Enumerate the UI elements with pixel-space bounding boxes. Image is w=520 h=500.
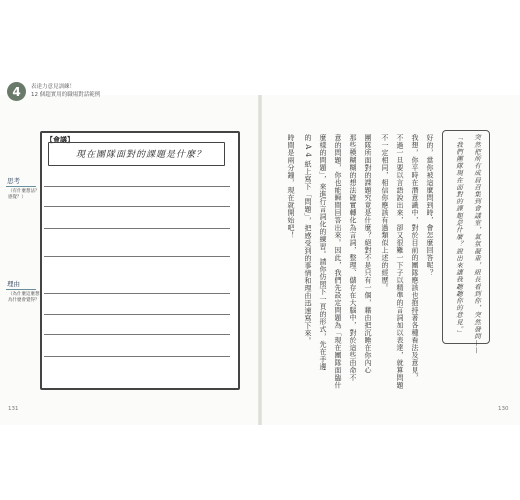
ruled-line	[44, 256, 230, 257]
worksheet-title: 【會議】	[46, 136, 74, 144]
chapter-title-line1: 表達力意見訓練！	[31, 84, 76, 90]
ruled-line	[44, 293, 230, 294]
page-number-right: 130	[498, 406, 509, 412]
body-column: 時間是兩分鐘，現在就開始吧！	[287, 134, 295, 239]
chapter-title-line2: 12 個超實用的職場對話範例	[31, 92, 101, 98]
body-column: 不過一旦要以言語說出來，卻又很難一下子以精準的言詞加以表達，就算問題	[396, 134, 404, 389]
quote-line2: 「我們團隊現在面對的課題是什麼？說出來讓我聽聽你的意見。」	[455, 134, 463, 337]
body-column: 好的，當你被這麼問到時，會怎麼回答呢？	[426, 134, 434, 277]
body-column: 的 A 4 紙上寫下「問題」，把感受到的事情和理由迅速寫下來。	[304, 134, 312, 345]
body-column: 不一定相同，相信你應該有過類似上述的經歷。	[381, 134, 389, 292]
book-gutter	[258, 95, 262, 425]
thinking-hint-line1: （有什麼想法？	[8, 189, 40, 194]
chapter-number-badge: 4	[7, 82, 26, 101]
worksheet-frame	[40, 131, 240, 390]
body-column: 麼樣的問題」，來進行言詞化的練習。請你仿照下一頁的形式，先在手邊	[319, 134, 327, 371]
ruled-line	[44, 334, 230, 335]
reason-hint	[8, 292, 44, 304]
thinking-hint-line2: 感覺？）	[8, 195, 26, 200]
chapter-title	[31, 83, 100, 99]
question-text: 現在團隊面對的課題是什麼？	[76, 150, 207, 160]
page-number-left: 131	[8, 406, 19, 412]
reason-hint-line2: 為什麼會覺得？）	[8, 298, 44, 303]
ruled-line	[44, 356, 230, 357]
body-column: 那些模糊糊的想法確實轉化為言詞，整理、儲存在大腦中，對於這些由命不	[349, 134, 357, 382]
body-column: 我想，你平時在潛意識中，對於目前的團隊應該也抱持著各種看法及意見，	[411, 134, 419, 382]
ruled-line	[44, 186, 230, 187]
reason-label: 理由	[7, 280, 20, 288]
ruled-line	[44, 314, 230, 315]
quote-line1: 突然把所有成員召集到會議室，氣氛凝重，組長看到你，突然發問——	[473, 134, 481, 355]
thinking-hint	[8, 189, 40, 201]
thinking-label: 思考	[7, 177, 20, 185]
thinking-rule	[6, 186, 36, 187]
ruled-line	[44, 206, 230, 207]
body-column: 意的問題，你也能瞬間回答出來。因此，我們先設定問題為「現在團隊面臨什	[334, 134, 342, 389]
body-column: 團隊所面對的課題究竟是什麼？絕對不是只有一個，藉由把沉睡在你內心	[364, 134, 372, 374]
ruled-line	[44, 228, 230, 229]
reason-rule	[6, 289, 36, 290]
reason-hint-line1: （為什麼這麼想？	[8, 292, 44, 297]
